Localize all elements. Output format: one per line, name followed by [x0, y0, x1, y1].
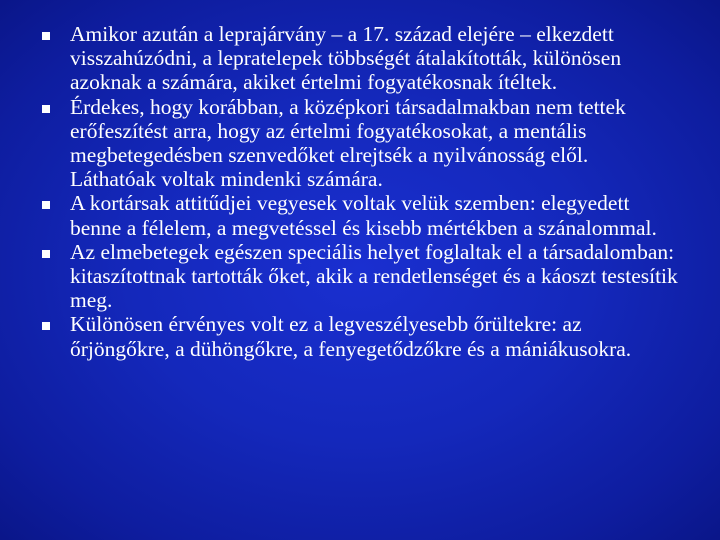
bullet-item [38, 191, 678, 239]
square-bullet-icon [42, 250, 50, 258]
square-bullet-icon [42, 105, 50, 113]
bullet-item [38, 22, 678, 95]
square-bullet-icon [42, 32, 50, 40]
bullet-item [38, 95, 678, 192]
bullet-list [38, 22, 678, 361]
square-bullet-icon [42, 201, 50, 209]
bullet-text: Amikor azután a leprajárvány – a 17. század elejére – elkezdett visszahúzódni, a lepratelepek többségét átalakították, különösen azoknak a számára, akiket értelmi fogyatékosnak ítéltek. [70, 22, 622, 95]
bullet-text: Érdekes, hogy korábban, a középkori társadalmakban nem tettek erőfeszítést arra, hogy az értelmi fogyatékosokat, a mentális megbetegedésben szenvedőket elrejtsék a nyilvánosság elől. Láthatóak voltak mindenki számára. [70, 94, 626, 192]
square-bullet-icon [42, 322, 50, 330]
bullet-item [38, 312, 678, 360]
bullet-item [38, 240, 678, 313]
bullet-text: A kortársak attitűdjei vegyesek voltak velük szemben: elegyedett benne a félelem, a megvetéssel és kisebb mértékben a szánalommal. [70, 191, 657, 240]
bullet-text: Különösen érvényes volt ez a legveszélyesebb őrültekre: az őrjöngőkre, a dühöngőkre, a fenyegetődzőkre és a mániákusokra. [70, 312, 632, 361]
bullet-text: Az elmebetegek egészen speciális helyet foglaltak el a társadalomban: kitaszítottnak tartották őket, akik a rendetlenséget és a káoszt testesítik meg. [70, 239, 678, 313]
